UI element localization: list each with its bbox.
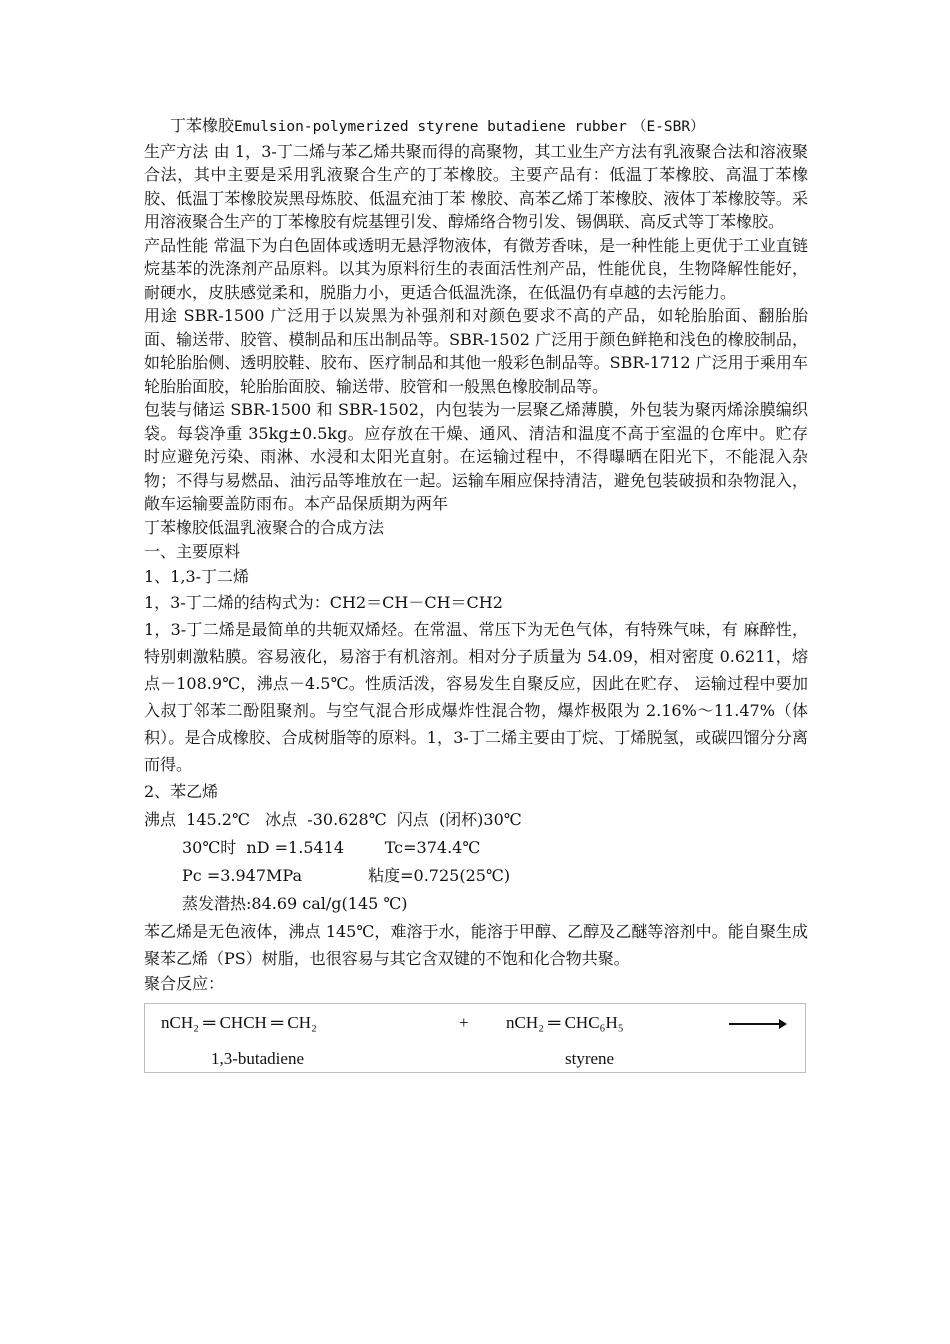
paragraph-product-properties: 产品性能 常温下为白色固体或透明无悬浮物液体，有微芳香味，是一种性能上更优于工业直链烷基苯的洗涤剂产品原料。以其为原料衍生的表面活性剂产品，性能优良，生物降解性能好，耐硬水，皮肤感觉柔和，脱脂力小，更适合低温洗涤，在低温仍有卓越的去污能力。	[144, 235, 808, 302]
butadiene-formula: 1，3-丁二烯的结构式为：CH2＝CH－CH＝CH2	[144, 593, 503, 612]
document-page	[144, 114, 808, 1073]
heading-polymerization-reaction: 聚合反应：	[144, 974, 225, 993]
paragraph-styrene-description: 苯乙烯是无色液体，沸点 145℃，难溶于水，能溶于甲醇、乙醇及乙醚等溶剂中。能自聚生成聚苯乙烯（PS）树脂，也很容易与其它含双键的不饱和化合物共聚。	[144, 922, 808, 968]
label-butadiene: 1,3-butadiene	[211, 1048, 304, 1068]
styrene-prop-line: Pc =3.947MPa 粘度=0.725(25℃)	[182, 866, 511, 885]
title-abbr: （E-SBR）	[631, 119, 705, 135]
plus-sign: +	[459, 1012, 469, 1032]
reactant-butadiene-formula: nCH₂ ═ CHCH ═ CH₂	[161, 1012, 317, 1032]
reactant-styrene-formula: nCH₂ ═ CHC₆H₅	[506, 1012, 624, 1032]
reaction-arrow-icon	[729, 1023, 785, 1025]
paragraph-packaging-storage: 包装与储运 SBR-1500 和 SBR-1502，内包装为一层聚乙烯薄膜，外包装为聚丙烯涂膜编织袋。每袋净重 35kg±0.5kg。应存放在干燥、通风、清洁和温度不高于室温的仓库中。贮存时应避免污染、雨淋、水浸和太阳光直射。在运输过程中，不得曝晒在阳光下，不能混入杂物；不得与易燃品、油污品等堆放在一起。运输车厢应保持清洁，避免包装破损和杂物混入，敞车运输要盖防雨布。本产品保质期为两年	[144, 400, 808, 513]
paragraph-butadiene-description: 1，3-丁二烯是最简单的共轭双烯烃。在常温、常压下为无色气体，有特殊气味，有 麻醉性，特别刺激粘膜。容易液化，易溶于有机溶剂。相对分子质量为 54.09，相对密度 0.6211，熔点－108.9℃，沸点－4.5℃。性质活泼，容易发生自聚反应，因此在贮存、 运输过程中要加入叔丁邻苯二酚阻聚剂。与空气混合形成爆炸性混合物，爆炸极限为 2.16%～11.47%（体积）。是合成橡胶、合成树脂等的原料。1，3-丁二烯主要由丁烷、丁烯脱氢，或碳四馏分分离而得。	[144, 620, 808, 774]
title-en: Emulsion-polymerized styrene butadiene rubber	[234, 119, 627, 135]
styrene-prop-line: 30℃时 nD =1.5414 Tc=374.4℃	[182, 838, 481, 857]
label-styrene: styrene	[565, 1048, 615, 1068]
styrene-prop-line: 沸点 145.2℃ 冰点 -30.628℃ 闪点 (闭杯)30℃	[144, 810, 522, 829]
reaction-equation-row	[161, 1012, 789, 1068]
heading-raw-materials: 一、主要原料	[144, 542, 241, 561]
title-cn: 丁苯橡胶	[170, 116, 235, 135]
heading-styrene: 2、苯乙烯	[144, 782, 219, 801]
document-title	[144, 114, 808, 140]
heading-synthesis-method: 丁苯橡胶低温乳液聚合的合成方法	[144, 517, 385, 537]
reaction-equation-figure	[144, 1003, 806, 1073]
paragraph-uses: 用途 SBR-1500 广泛用于以炭黑为补强剂和对颜色要求不高的产品，如轮胎胎面、翻胎胎面、输送带、胶管、模制品和压出制品等。SBR-1502 广泛用于颜色鲜艳和浅色的橡胶制品，如轮胎胎侧、透明胶鞋、胶布、医疗制品和其他一般彩色制品等。SBR-1712 广泛用于乘用车轮胎胎面胶，轮胎胎面胶、输送带、胶管和一般黑色橡胶制品等。	[144, 306, 808, 396]
heading-butadiene: 1、1,3-丁二烯	[144, 566, 250, 586]
styrene-prop-line: 蒸发潜热:84.69 cal/g(145 ℃)	[182, 894, 408, 913]
paragraph-production-method: 生产方法 由 1，3-丁二烯与苯乙烯共聚而得的高聚物，其工业生产方法有乳液聚合法和溶液聚合法，其中主要是采用乳液聚合生产的丁苯橡胶。主要产品有：低温丁苯橡胶、高温丁苯橡胶、低温丁苯橡胶炭黑母炼胶、低温充油丁苯 橡胶、高苯乙烯丁苯橡胶、液体丁苯橡胶等。采用溶液聚合生产的丁苯橡胶有烷基锂引发、醇烯络合物引发、锡偶联、高反式等丁苯橡胶。	[144, 141, 808, 231]
